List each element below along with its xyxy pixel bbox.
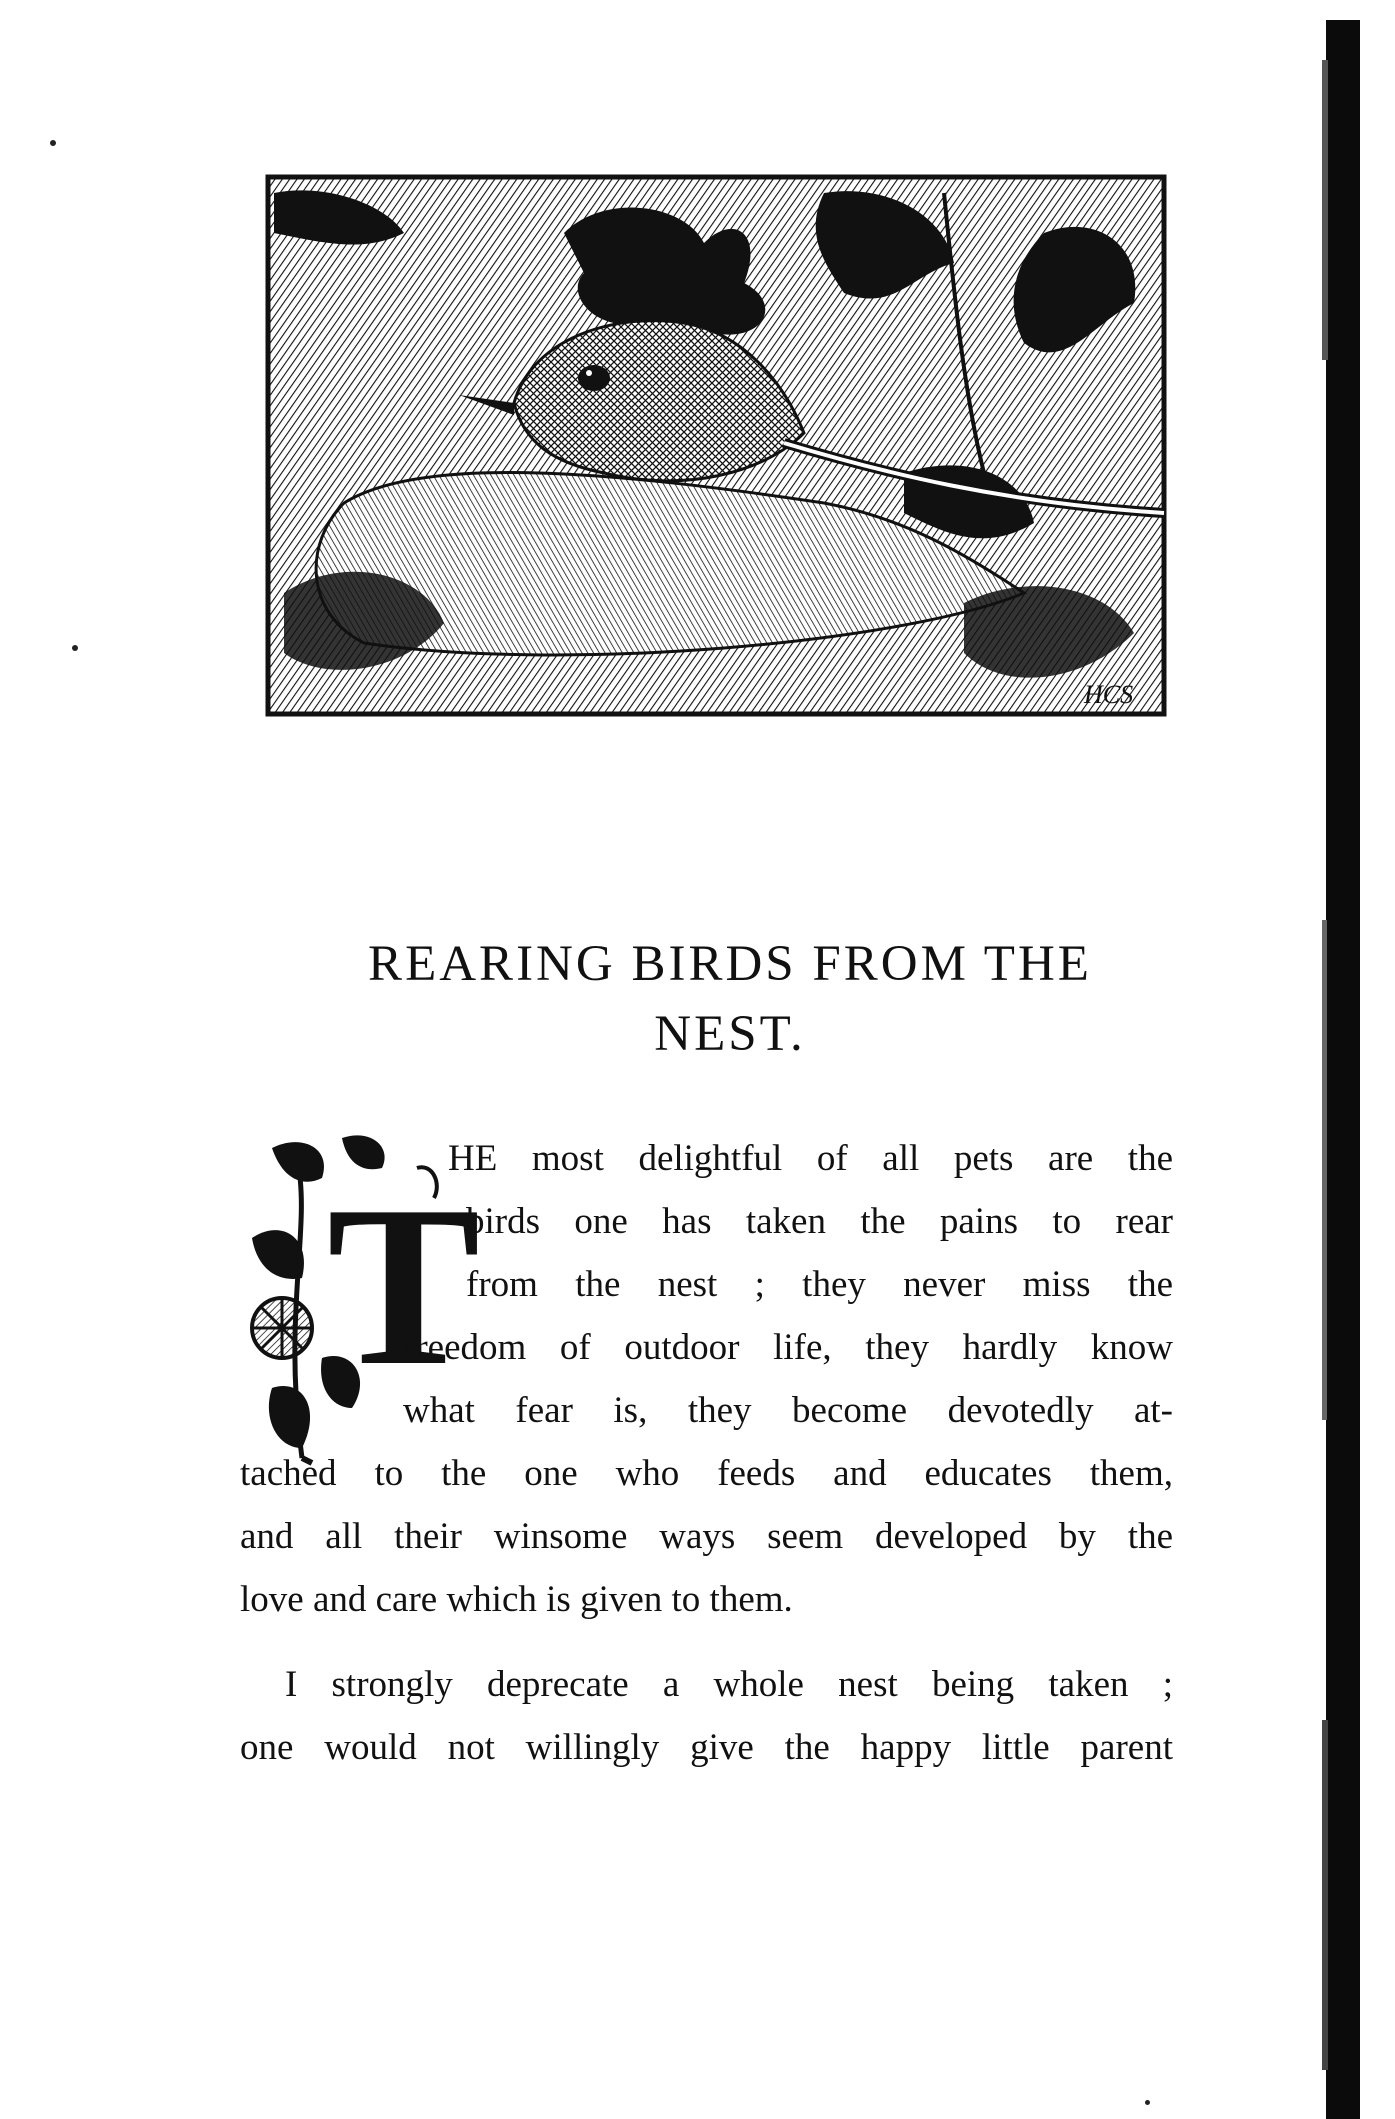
body-line-9: I strongly deprecate a whole nest being taken ; — [285, 1664, 1173, 1705]
scan-speck — [1145, 2100, 1150, 2105]
drop-cap-letter: T — [327, 1158, 481, 1413]
chapter-title-line-1: REARING BIRDS FROM THE — [368, 936, 1092, 992]
body-line-6: tached to the one who feeds and educates them, — [240, 1453, 1173, 1494]
scan-speck — [50, 140, 56, 146]
chapter-title-line-2: NEST. — [654, 1006, 806, 1062]
body-line-10: one would not willingly give the happy little parent — [240, 1727, 1173, 1768]
svg-text:HCS: HCS — [1084, 680, 1134, 709]
body-line-5: what fear is, they become devotedly at- — [403, 1390, 1173, 1431]
body-line-1: HE most delightful of all pets are the — [448, 1138, 1173, 1179]
body-line-7: and all their winsome ways seem developed by the — [240, 1516, 1173, 1557]
bird-nest-engraving — [264, 173, 1168, 718]
body-line-4: freedom of outdoor life, they hardly know — [403, 1327, 1173, 1368]
binding-shadow — [1322, 20, 1362, 2119]
body-line-3: from the nest ; they never miss the — [466, 1264, 1173, 1305]
body-line-2: birds one has taken the pains to rear — [466, 1201, 1173, 1242]
scan-speck — [72, 645, 78, 651]
body-line-8: love and care which is given to them. — [240, 1579, 793, 1620]
